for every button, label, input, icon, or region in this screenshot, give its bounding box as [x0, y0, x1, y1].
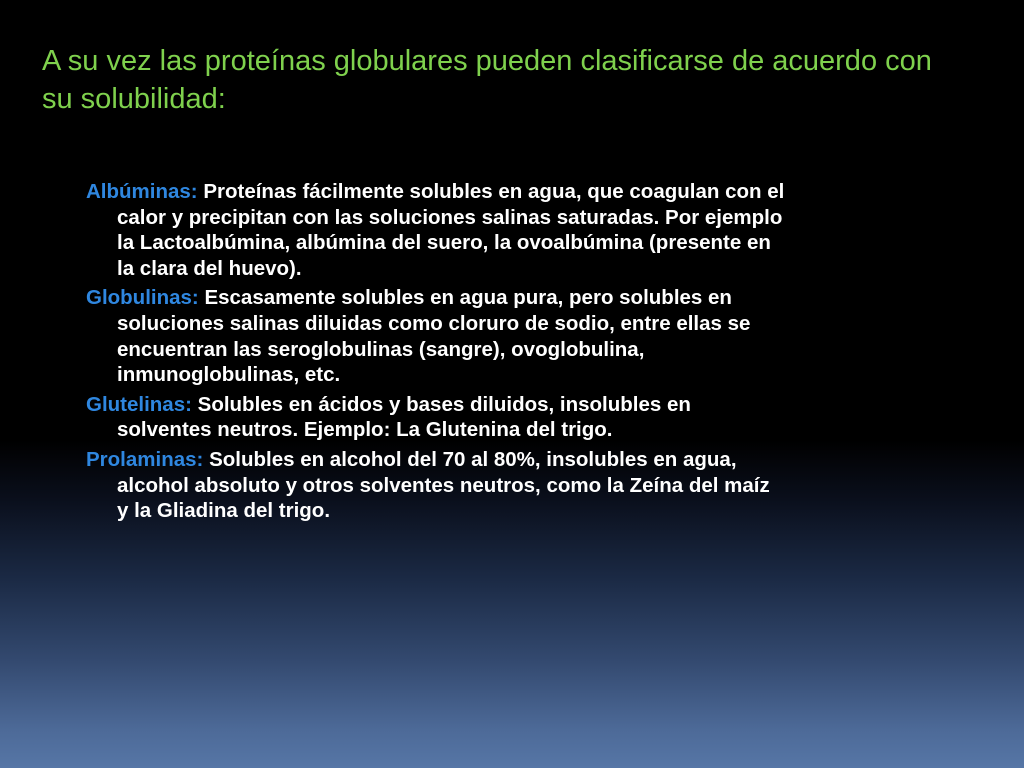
term-label: Prolaminas:: [86, 447, 204, 471]
term-label: Globulinas:: [86, 286, 199, 310]
slide-title: A su vez las proteínas globulares pueden clasificarse de acuerdo con su solubilidad:: [42, 45, 932, 115]
term-description: Solubles en ácidos y bases diluidos, insolubles en solventes neutros. Ejemplo: La Glutenina del trigo.: [117, 392, 691, 442]
term-description: Proteínas fácilmente solubles en agua, que coagulan con el calor y precipitan con las soluciones salinas saturadas. Por ejemplo la Lactoalbúmina, albúmina del suero, la ovoalbúmina (presente en la clara del huevo).: [117, 180, 785, 280]
list-item-albuminas: [86, 179, 786, 281]
term-description: Escasamente solubles en agua pura, pero solubles en soluciones salinas diluidas como cloruro de sodio, entre ellas se encuentran las seroglobulinas (sangre), ovoglobulina, inmunoglobulinas, etc.: [117, 286, 751, 387]
term-description: Solubles en alcohol del 70 al 80%, insolubles en agua, alcohol absoluto y otros solventes neutros, como la Zeína del maíz y la Gliadina del trigo.: [117, 447, 770, 523]
term-label: Glutelinas:: [86, 392, 192, 416]
term-label: Albúminas:: [86, 180, 198, 203]
list-item-prolaminas: [86, 447, 786, 524]
protein-classification-list: [86, 179, 786, 528]
list-item-globulinas: [86, 285, 786, 387]
list-item-glutelinas: [86, 392, 786, 443]
